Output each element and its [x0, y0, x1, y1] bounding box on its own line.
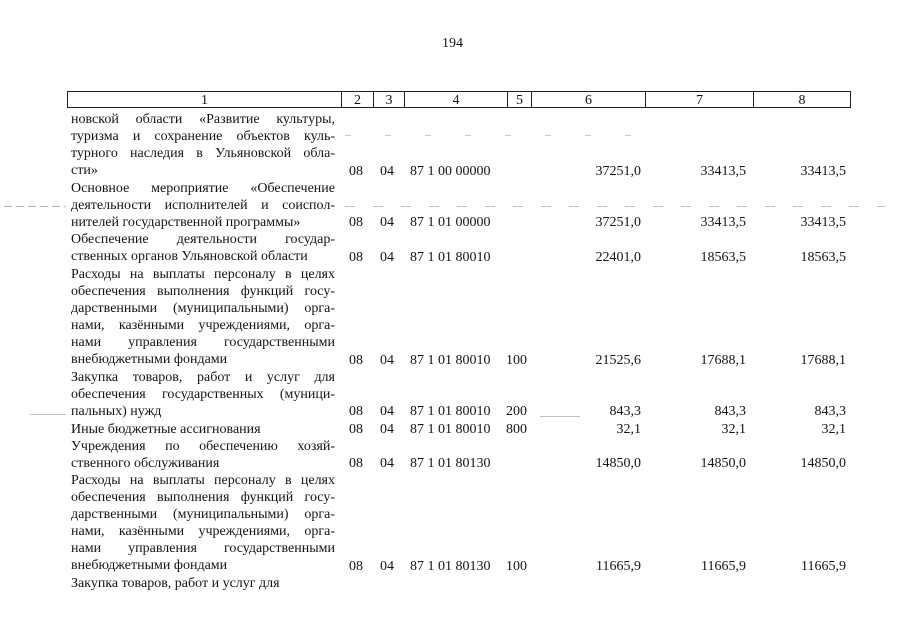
description-line: Основное мероприятие «Обеспечение: [71, 180, 335, 196]
row-description: [71, 369, 335, 420]
section-code: 08: [349, 559, 363, 575]
section-code: 08: [349, 352, 363, 368]
subsection-code: 04: [380, 163, 394, 179]
description-line: обеспечения выполнения функций госу-: [71, 283, 335, 299]
row-description: [71, 472, 335, 574]
column-header-3: 3: [373, 91, 404, 108]
amount-col-8: 17688,1: [800, 352, 846, 368]
description-line: туризма и сохранение объектов куль-: [71, 129, 335, 144]
row-description: [71, 575, 335, 592]
column-header-8: 8: [753, 91, 851, 108]
target-article-code: 87 1 01 80010: [410, 249, 491, 265]
column-header-1: 1: [67, 91, 341, 108]
section-code: 08: [349, 215, 363, 231]
amount-col-8: 843,3: [814, 404, 846, 420]
amount-col-6: 32,1: [616, 421, 641, 437]
description-line: обеспечения выполнения функций госу-: [71, 490, 335, 506]
amount-col-6: 843,3: [609, 404, 641, 420]
amount-col-8: 11665,9: [801, 559, 846, 575]
target-article-code: 87 1 01 00000: [410, 215, 491, 231]
column-header-4: 4: [404, 91, 507, 108]
column-header-6: 6: [531, 91, 645, 108]
description-line: ственного обслуживания: [71, 455, 220, 471]
description-line: нами управления государственными: [71, 541, 335, 557]
section-code: 08: [349, 249, 363, 265]
amount-col-7: 17688,1: [700, 352, 746, 368]
description-line: внебюджетными фондами: [71, 351, 228, 367]
target-article-code: 87 1 01 80010: [410, 404, 491, 420]
expense-type-code: 200: [506, 404, 527, 420]
row-description: [71, 180, 335, 231]
amount-col-7: 33413,5: [700, 163, 746, 179]
description-line: Закупка товаров, работ и услуг для: [71, 370, 335, 385]
row-description: [71, 231, 335, 265]
description-line: ственных органов Ульяновской области: [71, 249, 308, 265]
amount-col-6: 22401,0: [595, 249, 641, 265]
description-line: деятельности исполнителей и соиспол-: [71, 197, 335, 213]
target-article-code: 87 1 01 80010: [410, 421, 491, 437]
description-line: нами управления государственными: [71, 334, 335, 350]
section-code: 08: [349, 404, 363, 420]
amount-col-7: 32,1: [721, 421, 746, 437]
amount-col-6: 11665,9: [596, 559, 641, 575]
amount-col-8: 18563,5: [800, 249, 846, 265]
subsection-code: 04: [380, 559, 394, 575]
description-line: пальных) нужд: [71, 404, 162, 419]
amount-col-6: 37251,0: [595, 163, 641, 179]
amount-col-8: 33413,5: [800, 163, 846, 179]
column-header-7: 7: [645, 91, 753, 108]
section-code: 08: [349, 421, 363, 437]
description-line: Иные бюджетные ассигнования: [71, 421, 261, 437]
description-line: Закупка товаров, работ и услуг для: [71, 576, 280, 592]
amount-col-6: 14850,0: [595, 456, 641, 471]
description-line: нителей государственной программы»: [71, 214, 301, 230]
description-line: дарственными (муниципальными) орга-: [71, 507, 335, 523]
description-line: сти»: [71, 163, 98, 178]
scan-artifact: [540, 416, 580, 417]
expense-type-code: 800: [506, 421, 527, 437]
column-header-5: 5: [507, 91, 531, 108]
target-article-code: 87 1 01 80010: [410, 352, 491, 368]
description-line: нами, казёнными учреждениями, орга-: [71, 317, 335, 333]
amount-col-7: 14850,0: [700, 456, 746, 471]
description-line: Обеспечение деятельности государ-: [71, 232, 335, 248]
table-header-row: [67, 91, 851, 110]
subsection-code: 04: [380, 215, 394, 231]
subsection-code: 04: [380, 249, 394, 265]
scan-artifact: [4, 206, 66, 207]
subsection-code: 04: [380, 352, 394, 368]
description-line: нами, казёнными учреждениями, орга-: [71, 524, 335, 540]
target-article-code: 87 1 01 80130: [410, 456, 491, 471]
amount-col-7: 33413,5: [700, 215, 746, 231]
scan-artifact: [30, 414, 66, 415]
page-number: 194: [442, 36, 463, 51]
description-line: Учреждения по обеспечению хозяй-: [71, 438, 335, 454]
description-line: турного наследия в Ульяновской обла-: [71, 146, 335, 161]
amount-col-8: 14850,0: [800, 456, 846, 471]
amount-col-6: 37251,0: [595, 215, 641, 231]
section-code: 08: [349, 456, 363, 471]
target-article-code: 87 1 00 00000: [410, 163, 491, 179]
section-code: 08: [349, 163, 363, 179]
description-line: Расходы на выплаты персоналу в целях: [71, 473, 335, 489]
amount-col-7: 843,3: [714, 404, 746, 420]
column-header-2: 2: [341, 91, 373, 108]
description-line: Расходы на выплаты персоналу в целях: [71, 266, 335, 282]
expense-type-code: 100: [506, 352, 527, 368]
amount-col-8: 32,1: [821, 421, 846, 437]
amount-col-7: 11665,9: [701, 559, 746, 575]
expense-type-code: 100: [506, 559, 527, 575]
description-line: дарственными (муниципальными) орга-: [71, 300, 335, 316]
row-description: [71, 266, 335, 368]
amount-col-6: 21525,6: [595, 352, 641, 368]
description-line: новской области «Развитие культуры,: [71, 112, 335, 127]
scan-artifact: [345, 135, 645, 136]
subsection-code: 04: [380, 456, 394, 471]
amount-col-7: 18563,5: [700, 249, 746, 265]
row-description: [71, 421, 335, 438]
description-line: внебюджетными фондами: [71, 558, 228, 574]
description-line: обеспечения государственных (муници-: [71, 387, 335, 402]
scan-artifact: [345, 206, 885, 207]
target-article-code: 87 1 01 80130: [410, 559, 491, 575]
row-description: [71, 111, 335, 179]
subsection-code: 04: [380, 421, 394, 437]
subsection-code: 04: [380, 404, 394, 420]
row-description: [71, 438, 335, 472]
amount-col-8: 33413,5: [800, 215, 846, 231]
